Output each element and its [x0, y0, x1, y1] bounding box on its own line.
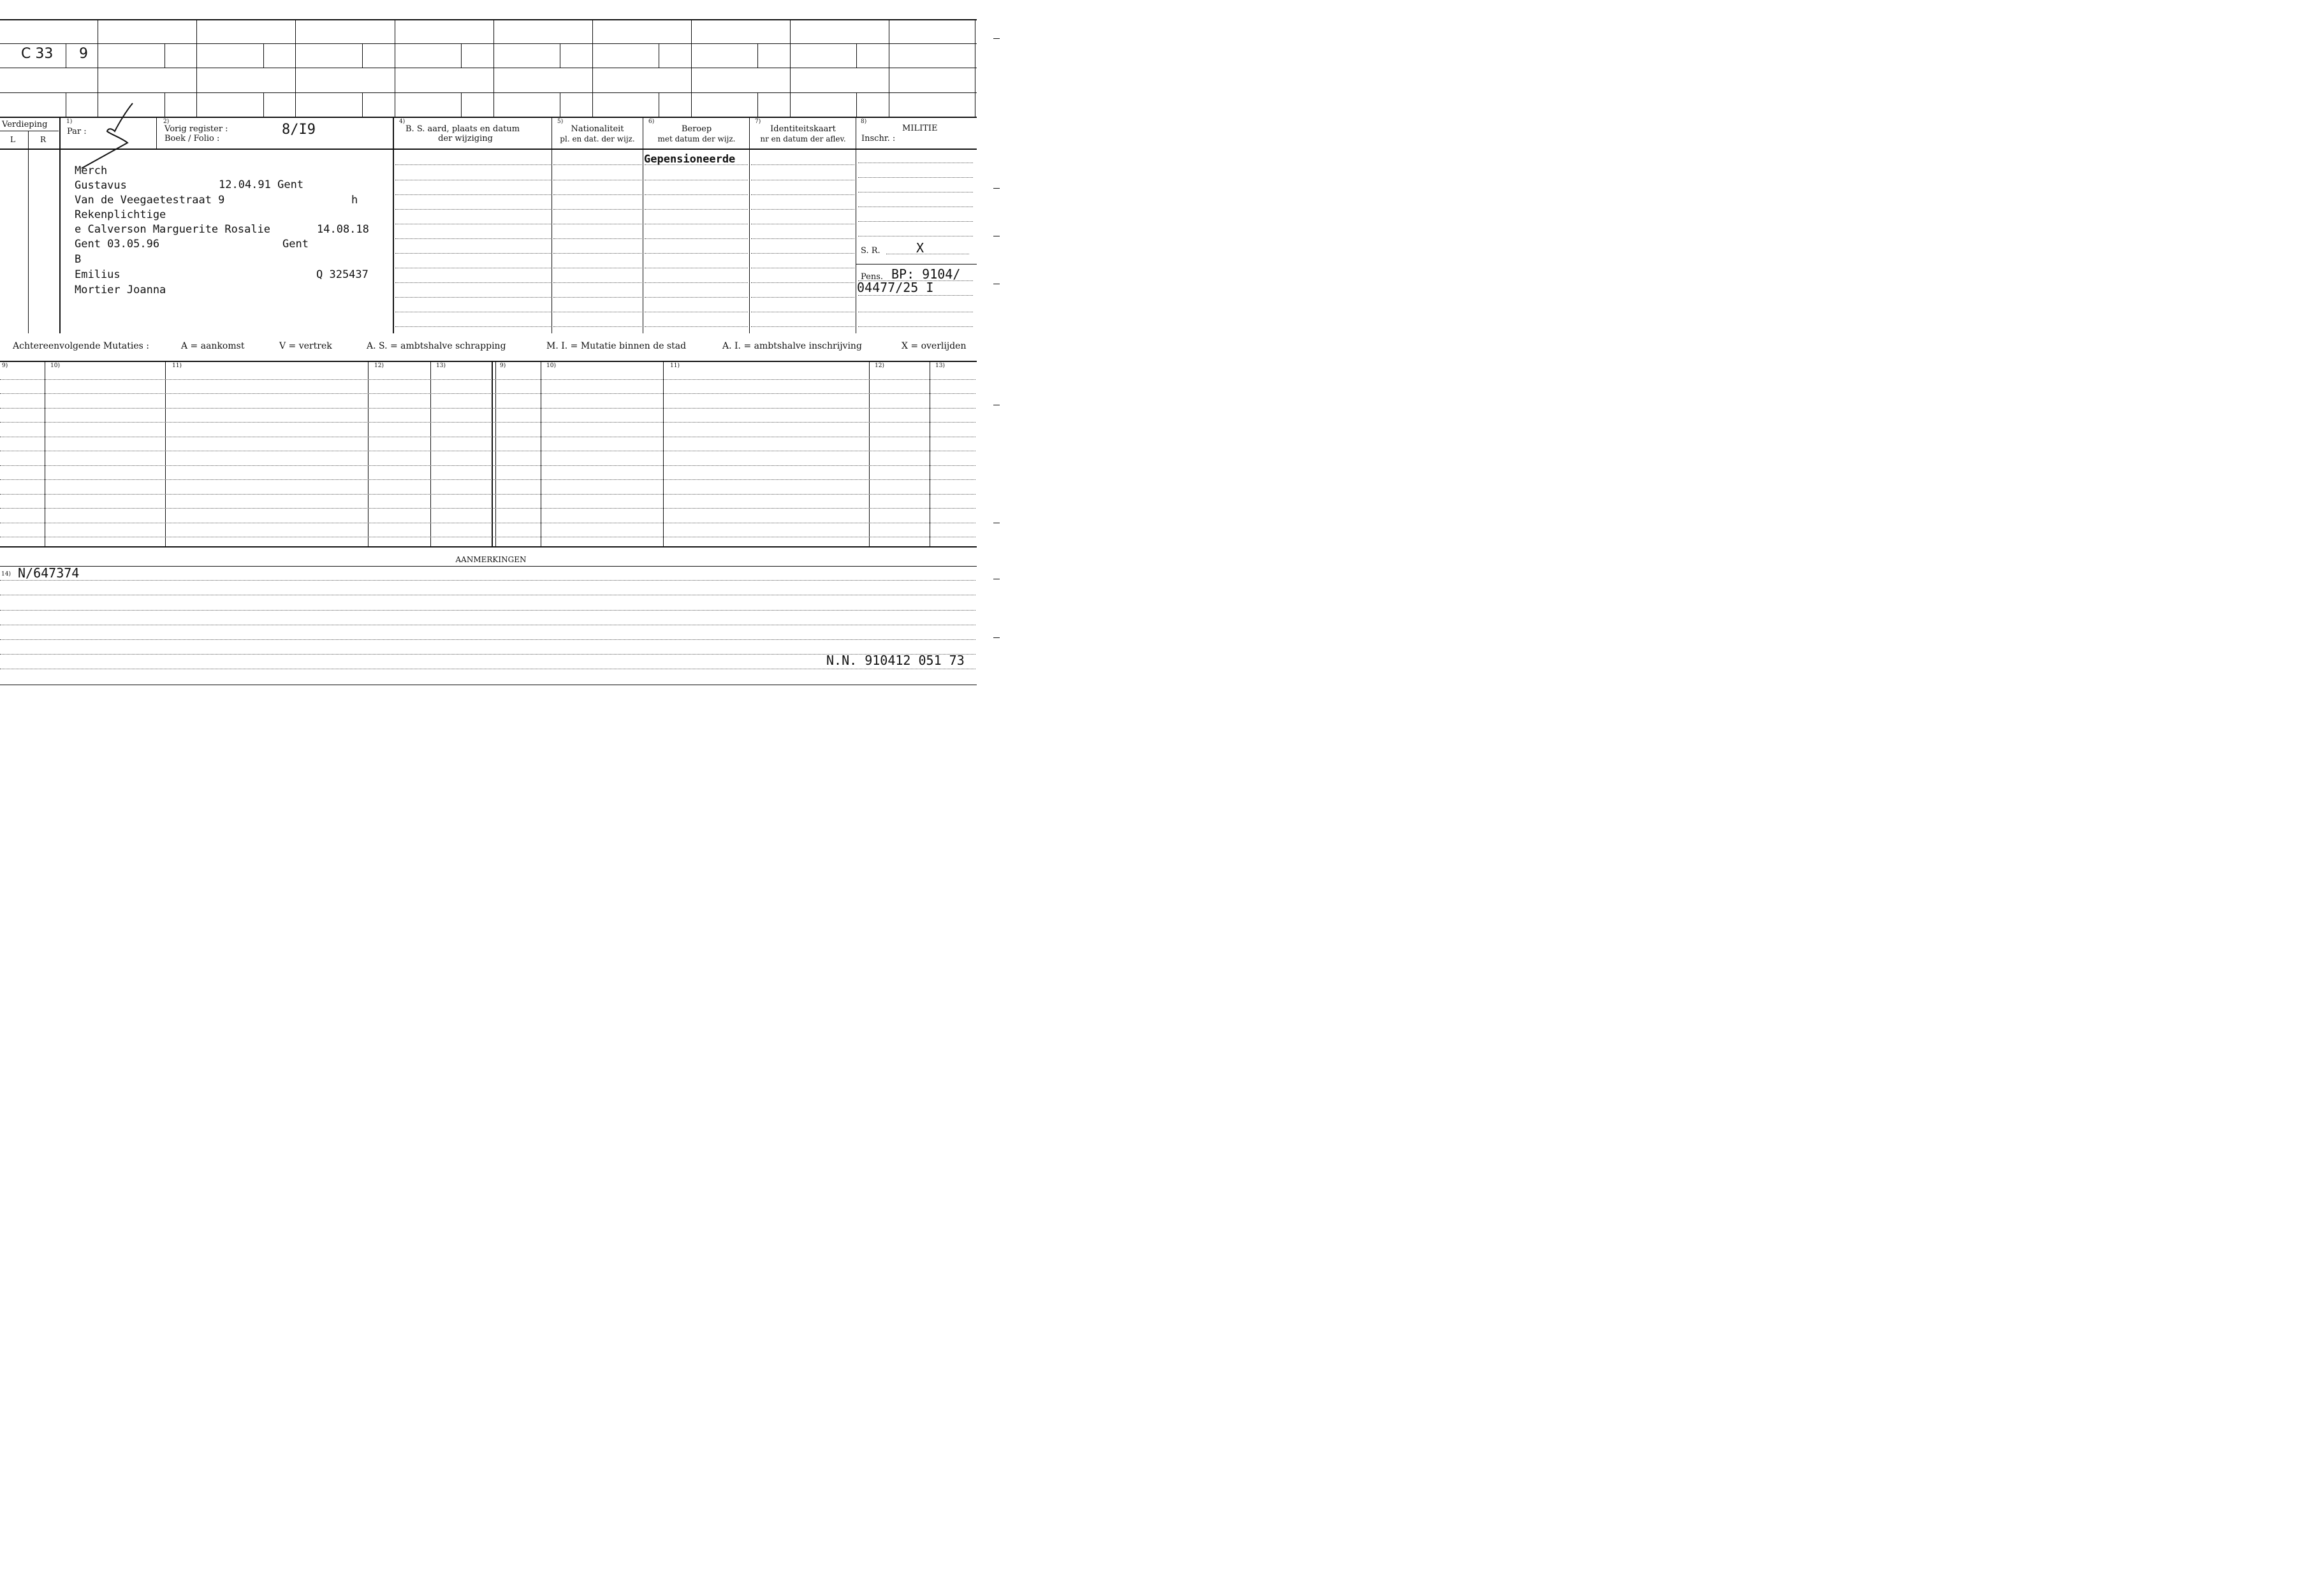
pens-value-1: BP: 9104/: [891, 266, 961, 282]
militie-num: 8): [861, 119, 867, 125]
person-reference: Q 325437: [316, 268, 369, 281]
mother-name: Mortier Joanna: [75, 284, 166, 296]
pens-value-2: 04477/25 I: [857, 280, 934, 295]
verdieping-l: L: [10, 135, 15, 144]
mutatie-x: X = overlijden: [902, 341, 967, 351]
id-num: 7): [755, 119, 761, 125]
person-firstname: Gustavus: [75, 179, 127, 192]
vorig-register-value: 8/I9: [282, 122, 316, 138]
father-name: Emilius: [75, 268, 121, 281]
mut-col-12: 12): [374, 363, 384, 369]
mut-col-11b: 11): [670, 363, 680, 369]
militie-title: MILITIE: [902, 124, 938, 133]
spouse-birth: Gent 03.05.96: [75, 238, 160, 250]
mutaties-title: Achtereenvolgende Mutaties :: [13, 341, 149, 351]
person-spouse: e Calverson Marguerite Rosalie: [75, 223, 271, 236]
person-code: B: [75, 253, 82, 266]
mutatie-a: A = aankomst: [181, 341, 245, 351]
spouse-birth-place: Gent: [282, 238, 309, 250]
beroep-sub: met datum der wijz.: [657, 134, 736, 143]
vorig-num: 2): [163, 119, 170, 125]
boek-folio-label: Boek / Folio :: [164, 134, 220, 143]
verdieping-label: Verdieping: [2, 120, 48, 129]
person-address: Van de Veegaetestraat 9: [75, 194, 225, 207]
person-marriage-date: 14.08.18: [317, 223, 369, 236]
bs-label1: B. S. aard, plaats en datum: [405, 124, 520, 134]
verdieping-r: R: [40, 135, 47, 144]
pens-label: Pens.: [861, 272, 884, 282]
mut-col-13b: 13): [935, 363, 945, 369]
identiteit-sub: nr en datum der aflev.: [760, 134, 846, 143]
nationaliteit-sub: pl. en dat. der wijz.: [560, 134, 635, 143]
person-birth: 12.04.91 Gent: [219, 178, 304, 191]
person-surname: Merch: [75, 164, 108, 177]
nationaliteit-label: Nationaliteit: [571, 124, 624, 134]
mut-col-13: 13): [436, 363, 446, 369]
aanmerkingen-num: 14): [1, 571, 11, 577]
sr-label: S. R.: [861, 246, 880, 256]
mut-col-9: 9): [2, 363, 8, 369]
inschr-label: Inschr. :: [861, 134, 896, 143]
mut-col-12b: 12): [875, 363, 884, 369]
mut-col-10: 10): [50, 363, 60, 369]
beroep-label: Beroep: [681, 124, 712, 134]
mut-col-10b: 10): [546, 363, 556, 369]
person-occupation: Rekenplichtige: [75, 208, 166, 221]
sr-value: X: [916, 240, 924, 256]
identiteit-label: Identiteitskaart: [770, 124, 836, 134]
nat-num: 5): [557, 119, 564, 125]
top-cell-number: 9: [79, 46, 88, 62]
person-address-h: h: [351, 194, 358, 207]
par-label: Par :: [67, 127, 87, 136]
bs-num: 4): [399, 119, 405, 125]
beroep-value: Gepensioneerde: [644, 153, 736, 166]
aanmerkingen-title: AANMERKINGEN: [455, 555, 527, 564]
mutatie-as: A. S. = ambtshalve schrapping: [367, 341, 506, 351]
par-num: 1): [66, 119, 73, 125]
aanmerkingen-value: N/647374: [18, 565, 80, 581]
mutatie-mi: M. I. = Mutatie binnen de stad: [546, 341, 687, 351]
par-signature-stroke: [77, 101, 140, 171]
beroep-num: 6): [648, 119, 655, 125]
vorig-label: Vorig register :: [164, 124, 228, 134]
nn-number: N.N. 910412 051 73: [826, 653, 965, 668]
mutatie-ai: A. I. = ambtshalve inschrijving: [722, 341, 862, 351]
top-cell-code: C 33: [21, 46, 54, 62]
mut-col-11: 11): [172, 363, 182, 369]
mutatie-v: V = vertrek: [279, 341, 332, 351]
mut-col-9b: 9): [500, 363, 506, 369]
bs-label2: der wijziging: [438, 134, 493, 143]
